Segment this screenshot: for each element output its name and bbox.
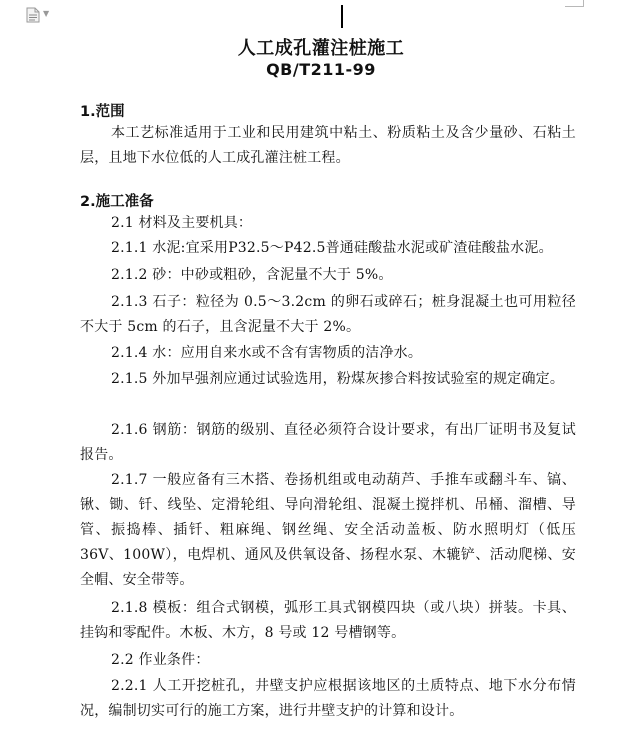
list-item: 2.1.1 水泥:宜采用P32.5～P42.5普通硅酸盐水泥或矿渣硅酸盐水泥。 [111, 240, 553, 256]
list-item: 2.1.6 钢筋：钢筋的级别、直径必须符合设计要求，有出厂证明书及复试报告。 [80, 422, 576, 463]
list-item: 2.1.8 模板：组合式钢模，弧形工具式钢模四块（或八块）拼装。卡具、挂钩和零配件。木板、木方，8 号或 12 号槽钢等。 [80, 600, 576, 641]
section-heading-scope: 1.范围 [80, 104, 125, 120]
section-heading-preparation: 2.施工准备 [80, 194, 154, 210]
list-item: 2.2 作业条件： [111, 652, 210, 668]
scope-paragraph: 本工艺标准适用于工业和民用建筑中粘土、粉质粘土及含少量砂、石粘土层，且地下水位低的人工成孔灌注桩工程。 [80, 125, 576, 166]
list-item: 2.1.5 外加早强剂应通过试验选用，粉煤灰掺合料按试验室的规定确定。 [111, 371, 565, 387]
document-title: 人工成孔灌注桩施工 [237, 38, 405, 59]
list-item: 2.1.3 石子：粒径为 0.5～3.2cm 的卵石或碎石；桩身混凝土也可用粒径不大于 5cm 的石子，且含泥量不大于 2%。 [80, 294, 576, 335]
document-code: QB/T211-99 [266, 60, 376, 79]
list-item: 2.1.7 一般应备有三木搭、卷扬机组或电动葫芦、手推车或翻斗车、镐、锹、锄、钎、线坠、定滑轮组、导向滑轮组、混凝土搅拌机、吊桶、溜槽、导管、振捣棒、插钎、粗麻绳、钢丝绳、安全活动盖板、防水照明灯（低压 36V、100W），电焊机、通风及供氧设备、扬程水泵、木辘铲、活动爬梯、安全帽、安全带等。 [80, 472, 576, 588]
list-item: 2.1.2 砂：中砂或粗砂，含泥量不大于 5%。 [111, 267, 393, 283]
list-item: 2.2.1 人工开挖桩孔，井壁支护应根据该地区的土质特点、地下水分布情况，编制切实可行的施工方案，进行井壁支护的计算和设计。 [80, 678, 576, 719]
list-item: 2.1.4 水：应用自来水或不含有害物质的洁净水。 [111, 345, 423, 361]
chevron-down-icon[interactable]: ▼ [43, 9, 50, 18]
list-item: 2.1 材料及主要机具： [111, 215, 253, 231]
